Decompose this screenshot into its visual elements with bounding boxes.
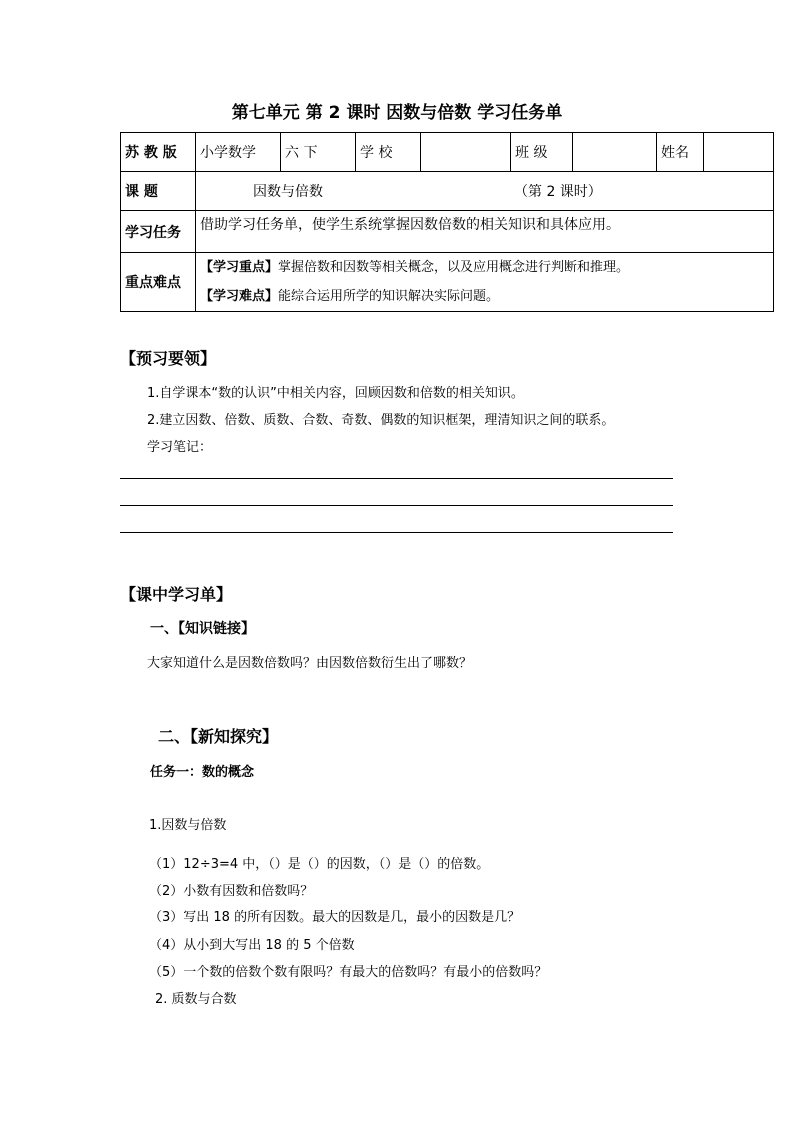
class-label: 班 级 [511, 133, 573, 172]
keypoints-cell [196, 253, 774, 312]
page-title: 第七单元 第 2 课时 因数与倍数 学习任务单 [231, 103, 563, 123]
focus-text: 掌握倍数和因数等相关概念，以及应用概念进行判断和推理。 [278, 260, 630, 275]
section-1-text: 大家知道什么是因数倍数吗？由因数倍数衍生出了哪数？ [147, 656, 473, 671]
info-table [120, 132, 774, 312]
name-label: 姓名 [657, 133, 704, 172]
task-label: 学习任务 [121, 211, 196, 253]
preview-item-1: 1.自学课本“数的认识”中相关内容，回顾因数和倍数的相关知识。 [147, 386, 524, 401]
preview-heading: 【预习要领】 [120, 349, 217, 368]
notes-label: 学习笔记： [147, 440, 213, 455]
question-5: （5）一个数的倍数个数有限吗？有最大的倍数吗？有最小的倍数吗？ [149, 965, 548, 980]
class-field[interactable] [573, 133, 657, 172]
notes-line-2 [120, 505, 673, 506]
subsection-1: 1.因数与倍数 [149, 818, 227, 833]
question-4: （4）从小到大写出 18 的 5 个倍数 [149, 938, 355, 953]
focus-row [200, 253, 769, 282]
keypoints-label: 重点难点 [121, 253, 196, 312]
subject-cell: 小学数学 [196, 133, 281, 172]
difficulty-row [200, 282, 769, 311]
topic-label: 课 题 [121, 172, 196, 211]
section-2-heading: 二、【新知探究】 [158, 727, 279, 746]
question-1: （1）12÷3=4 中，（）是（）的因数，（）是（）的倍数。 [149, 857, 490, 872]
preview-item-2: 2.建立因数、倍数、质数、合数、奇数、偶数的知识框架，理清知识之间的联系。 [147, 413, 615, 428]
school-label: 学 校 [356, 133, 421, 172]
lesson-number: （第 2 课时） [514, 184, 602, 200]
name-field[interactable] [704, 133, 774, 172]
task-value: 借助学习任务单，使学生系统掌握因数倍数的相关知识和具体应用。 [196, 211, 774, 253]
grade-cell: 六 下 [281, 133, 356, 172]
question-3: （3）写出 18 的所有因数。最大的因数是几，最小的因数是几？ [149, 910, 521, 925]
question-2: （2）小数有因数和倍数吗？ [149, 884, 314, 899]
topic-cell [196, 172, 774, 211]
difficulty-text: 能综合运用所学的知识解决实际问题。 [278, 289, 500, 304]
focus-tag: 【学习重点】 [200, 260, 279, 275]
task-1-heading: 任务一：数的概念 [150, 765, 255, 780]
class-sheet-heading: 【课中学习单】 [120, 585, 233, 604]
subsection-2: 2. 质数与合数 [155, 992, 237, 1007]
topic-value: 因数与倍数 [253, 184, 323, 200]
difficulty-tag: 【学习难点】 [200, 289, 279, 304]
notes-line-3 [120, 532, 673, 533]
notes-line-1 [120, 478, 673, 479]
section-1-heading: 一、【知识链接】 [150, 621, 255, 637]
school-field[interactable] [421, 133, 511, 172]
publisher-cell: 苏 教 版 [121, 133, 196, 172]
